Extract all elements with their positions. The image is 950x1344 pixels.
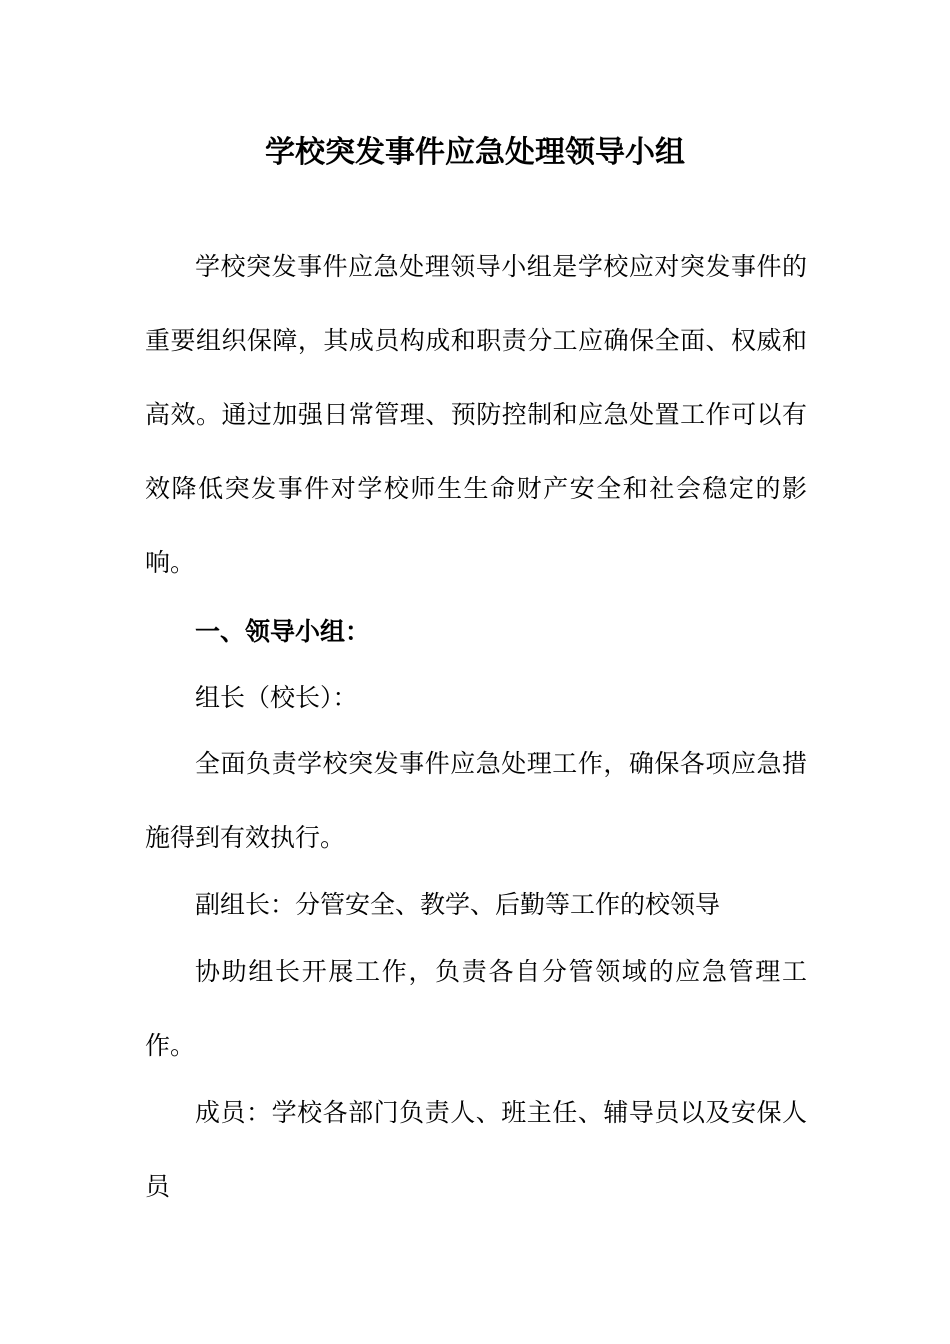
intro-paragraph: 学校突发事件应急处理领导小组是学校应对突发事件的重要组织保障，其成员构成和职责分工应确保全面、权威和高效。通过加强日常管理、预防控制和应急处置工作可以有效降低突发事件对学校师生生命财产安全和社会稳定的影响。	[145, 252, 807, 577]
leader-role: 组长（校长）：	[195, 683, 358, 712]
members-paragraph: 成员：学校各部门负责人、班主任、辅导员以及安保人员	[145, 1098, 807, 1201]
deputy-duty-paragraph: 协助组长开展工作，负责各自分管领域的应急管理工作。	[145, 957, 807, 1060]
document-title: 学校突发事件应急处理领导小组	[265, 135, 685, 170]
leader-duty-paragraph: 全面负责学校突发事件应急处理工作，确保各项应急措施得到有效执行。	[145, 749, 807, 852]
section-heading-leadership-group: 一、领导小组：	[195, 617, 371, 646]
deputy-role: 副组长：分管安全、教学、后勤等工作的校领导	[195, 890, 721, 919]
